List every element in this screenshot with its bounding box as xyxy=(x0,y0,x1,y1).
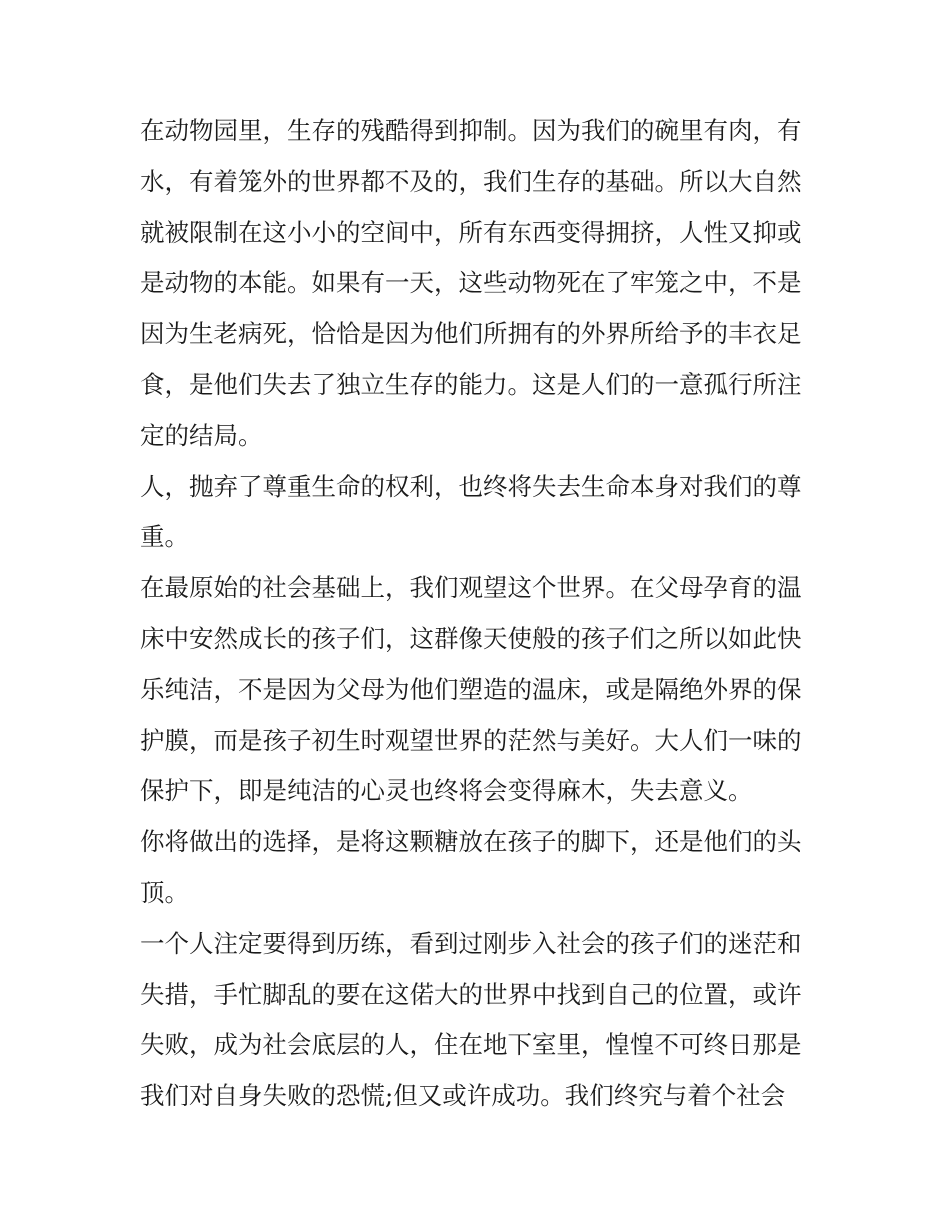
text-line: 我们对自身失败的恐慌;但又或许成功。我们终究与着个社会 xyxy=(140,1081,786,1111)
text-line: 护膜，而是孩子初生时观望世界的茫然与美好。大人们一味的 xyxy=(140,725,802,755)
text-line: 顶。 xyxy=(140,877,189,907)
text-line: 水，有着笼外的世界都不及的，我们生存的基础。所以大自然 xyxy=(140,166,802,196)
text-line: 保护下，即是纯洁的心灵也终将会变得麻木，失去意义。 xyxy=(140,776,753,806)
text-line: 因为生老病死，恰恰是因为他们所拥有的外界所给予的丰衣足 xyxy=(140,319,802,349)
text-line: 人，抛弃了尊重生命的权利，也终将失去生命本身对我们的尊 xyxy=(140,471,802,501)
text-line: 在最原始的社会基础上，我们观望这个世界。在父母孕育的温 xyxy=(140,573,802,603)
text-line: 是动物的本能。如果有一天，这些动物死在了牢笼之中，不是 xyxy=(140,268,802,298)
text-line: 一个人注定要得到历练，看到过刚步入社会的孩子们的迷茫和 xyxy=(140,928,802,958)
text-line: 在动物园里，生存的残酷得到抑制。因为我们的碗里有肉，有 xyxy=(140,116,802,145)
text-line: 床中安然成长的孩子们，这群像天使般的孩子们之所以如此快 xyxy=(140,623,802,653)
text-line: 失措，手忙脚乱的要在这偌大的世界中找到自己的位置，或许 xyxy=(140,979,802,1009)
text-line: 重。 xyxy=(140,522,189,552)
text-line: 就被限制在这小小的空间中，所有东西变得拥挤，人性又抑或 xyxy=(140,217,802,247)
text-line: 定的结局。 xyxy=(140,420,263,450)
text-line: 失败，成为社会底层的人，住在地下室里，惶惶不可终日那是 xyxy=(140,1030,802,1060)
essay-text xyxy=(140,106,820,1122)
text-line: 你将做出的选择，是将这颗糖放在孩子的脚下，还是他们的头 xyxy=(140,827,802,857)
text-line: 食，是他们失去了独立生存的能力。这是人们的一意孤行所注 xyxy=(140,369,802,399)
text-line: 乐纯洁，不是因为父母为他们塑造的温床，或是隔绝外界的保 xyxy=(140,674,802,704)
